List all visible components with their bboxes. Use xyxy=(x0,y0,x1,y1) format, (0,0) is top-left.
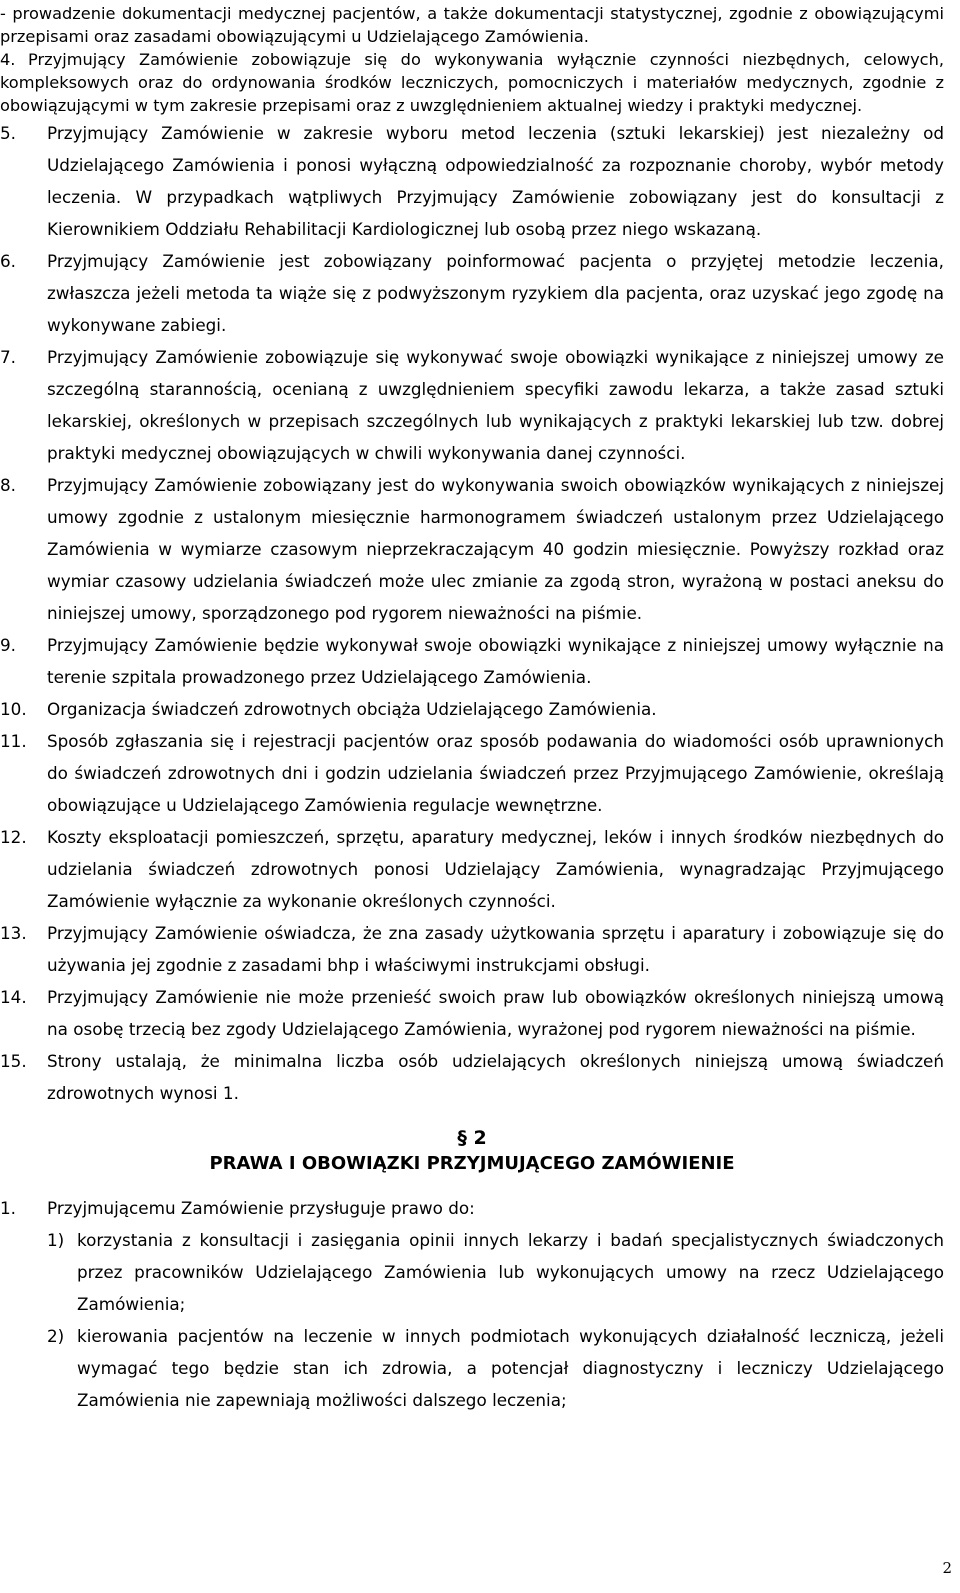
item-7 xyxy=(0,341,944,469)
section-number xyxy=(0,1127,944,1149)
item-6 xyxy=(0,245,944,341)
item-number: 10. xyxy=(0,699,27,719)
item-text: Sposób zgłaszania się i rejestracji pacjentów oraz sposób podawania do wiadomości osób uprawnionych do świadczeń zdrowotnych dni i godzin udzielania świadczeń przez Przyjmującego Zamówienie, określają obowiązujące u Udzielającego Zamówienia regulacje wewnętrzne. xyxy=(47,731,944,815)
item-11 xyxy=(0,725,944,821)
subitem-text: kierowania pacjentów na leczenie w innych podmiotach wykonujących działalność leczniczą, jeżeli wymagać tego będzie stan ich zdrowia, a potencjał diagnostyczny i leczniczy Udzielającego Zamówienia nie zapewniają możliwości dalszego leczenia; xyxy=(77,1326,944,1410)
item-12 xyxy=(0,821,944,917)
subitem-number: 2) xyxy=(47,1326,65,1346)
item-number: 11. xyxy=(0,731,27,751)
point-4-text: Przyjmujący Zamówienie zobowiązuje się do wykonywania wyłącznie czynności niezbędnych, celowych, kompleksowych oraz do ordynowania środków leczniczych, pomocniczych i materiałów medycznych, zgodnie z obowiązującymi w tym zakresie przepisami oraz z uwzględnieniem aktualnej wiedzy i praktyki medycznej. xyxy=(0,50,944,115)
item-15 xyxy=(0,1045,944,1109)
point-4 xyxy=(0,48,944,117)
item-text: Przyjmujący Zamówienie w zakresie wyboru metod leczenia (sztuki lekarskiej) jest niezależny od Udzielającego Zamówienia i ponosi wyłączną odpowiedzialność za rozpoznanie choroby, wybór metody leczenia. W przypadkach wątpliwych Przyjmujący Zamówienie zobowiązany jest do konsultacji z Kierownikiem Oddziału Rehabilitacji Kardiologicznej lub osobą przez niego wskazaną. xyxy=(47,123,944,239)
item-number: 7. xyxy=(0,347,17,367)
section-title: PRAWA I OBOWIĄZKI PRZYJMUJĄCEGO ZAMÓWIENIE xyxy=(209,1153,735,1174)
rights-item-1 xyxy=(0,1192,944,1224)
item-5 xyxy=(0,117,944,245)
item-text: Koszty eksploatacji pomieszczeń, sprzętu, aparatury medycznej, leków i innych środków niezbędnych do udzielania świadczeń zdrowotnych ponosi Udzielający Zamówienia, wynagradzając Przyjmującego Zamówienie wyłącznie za wykonanie określonych czynności. xyxy=(47,827,944,911)
item-9 xyxy=(0,629,944,693)
item-number: 5. xyxy=(0,123,17,143)
item-number: 13. xyxy=(0,923,27,943)
item-number: 12. xyxy=(0,827,27,847)
page-number: 2 xyxy=(942,1559,952,1577)
item-number: 6. xyxy=(0,251,17,271)
item-text: Przyjmującemu Zamówienie przysługuje prawo do: xyxy=(47,1198,475,1218)
item-number: 8. xyxy=(0,475,17,495)
item-number: 15. xyxy=(0,1051,27,1071)
rights-subitem-2 xyxy=(47,1320,944,1416)
item-text: Przyjmujący Zamówienie oświadcza, że zna zasady użytkowania sprzętu i aparatury i zobowiązuje się do używania jej zgodnie z zasadami bhp i właściwymi instrukcjami obsługi. xyxy=(47,923,944,975)
subitem-text: korzystania z konsultacji i zasięgania opinii innych lekarzy i badań specjalistycznych świadczonych przez pracowników Udzielającego Zamówienia lub wykonujących umowy na rzecz Udzielającego Zamówienia; xyxy=(77,1230,944,1314)
item-text: Przyjmujący Zamówienie zobowiązany jest do wykonywania swoich obowiązków wynikających z niniejszej umowy zgodnie z ustalonym miesięcznie harmonogramem świadczeń ustalonym przez Udzielającego Zamówienia w wymiarze czasowym nieprzekraczającym 40 godzin miesięcznie. Powyższy rozkład oraz wymiar czasowy udzielania świadczeń może ulec zmianie za zgodą stron, wyrażoną w postaci aneksu do niniejszej umowy, sporządzonego pod rygorem nieważności na piśmie. xyxy=(47,475,944,623)
rights-subitem-1 xyxy=(47,1224,944,1320)
intro-paragraph: - prowadzenie dokumentacji medycznej pacjentów, a także dokumentacji statystycznej, zgodnie z obowiązującymi przepisami oraz zasadami obowiązującymi u Udzielającego Zamówienia. xyxy=(0,4,944,46)
item-8 xyxy=(0,469,944,629)
item-text: Organizacja świadczeń zdrowotnych obciąża Udzielającego Zamówienia. xyxy=(47,699,657,719)
item-text: Przyjmujący Zamówienie będzie wykonywał swoje obowiązki wynikające z niniejszej umowy wyłącznie na terenie szpitala prowadzonego przez Udzielającego Zamówienia. xyxy=(47,635,944,687)
item-14 xyxy=(0,981,944,1045)
item-text: Strony ustalają, że minimalna liczba osób udzielających określonych niniejszą umową świadczeń zdrowotnych wynosi 1. xyxy=(47,1051,944,1103)
item-text: Przyjmujący Zamówienie zobowiązuje się wykonywać swoje obowiązki wynikające z niniejszej umowy ze szczególną starannością, ocenianą z uwzględnieniem specyfiki zawodu lekarza, a także zasad sztuki lekarskiej, określonych w przepisach szczególnych lub wynikających z praktyki lekarskiej lub tzw. dobrej praktyki medycznej obowiązujących w chwili wykonywania danej czynności. xyxy=(47,347,944,463)
item-number: 14. xyxy=(0,987,27,1007)
section-number-text: § 2 xyxy=(457,1127,487,1149)
item-number: 9. xyxy=(0,635,17,655)
item-number: 1. xyxy=(0,1198,17,1218)
item-text: Przyjmujący Zamówienie jest zobowiązany poinformować pacjenta o przyjętej metodzie leczenia, zwłaszcza jeżeli metoda ta wiąże się z podwyższonym ryzykiem dla pacjenta, oraz uzyskać jego zgodę na wykonywane zabiegi. xyxy=(47,251,944,335)
point-4-number: 4. xyxy=(0,50,16,69)
subitem-number: 1) xyxy=(47,1230,65,1250)
item-13 xyxy=(0,917,944,981)
item-text: Przyjmujący Zamówienie nie może przenieść swoich praw lub obowiązków określonych niniejszą umową na osobę trzecią bez zgody Udzielającego Zamówienia, wyrażonej pod rygorem nieważności na piśmie. xyxy=(47,987,944,1039)
item-10 xyxy=(0,693,944,725)
